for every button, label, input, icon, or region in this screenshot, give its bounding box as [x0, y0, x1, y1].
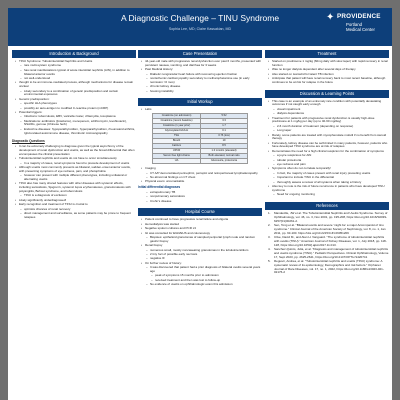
list-item: – eye redness and pain — [268, 163, 389, 167]
list-item: • Early recognition and treatment of TINU is crucial to — [15, 203, 136, 207]
list-item: • Rarely, some patients are treated with mycophenolate mofetil if no benefit from steroid therapy — [268, 134, 389, 142]
list-item: – No abnormal findings on CT chest — [141, 176, 262, 180]
table-cell: Glycosylated HbA1c — [153, 129, 201, 134]
list-item: – received treatment and then was lost to follow-up — [141, 279, 262, 283]
table-cell: 1.0 mmol/L (elevated) — [201, 149, 248, 154]
list-item: – In a majority of cases, renal symptoms found to precede development of uveitis — [15, 162, 136, 166]
list-item: – numerous small, mostly noncaseating granulomas in the tubulointerstitium — [141, 249, 262, 253]
list-item: – specific HLA phenotypes — [15, 102, 136, 106]
list-item: – Infections: tuberculosis, EBV, varicella zoster, chlamydia, toxoplasma — [15, 115, 136, 119]
star-icon: ✦ — [326, 12, 335, 23]
list-item: • Likely significantly underdiagnosed! — [15, 199, 136, 203]
poster — [8, 8, 392, 400]
list-item: – Medications: antibiotics (β-lactams), menopenem, azithromycin, levofloxacin), NSAIDs, genvoe (Chinese herb) — [15, 120, 136, 128]
list-item: • Renal biopsy — [141, 244, 262, 248]
table-cell: 0.76 (low) — [201, 134, 248, 139]
list-item: – rare multi-system syndrome — [15, 64, 136, 68]
list-item: – No evidence of uveitis on ophthalmologic exam this admission — [141, 283, 262, 287]
list-item: • thought to be an immune-mediated process, although mechanisms for disease remain unclear — [15, 81, 136, 89]
list-item: – CT A/P demonstrated perinephric, perioptic and retroperitoneal lymphadenopathy — [141, 172, 262, 176]
list-item: • This case is an example of an extremely rare condition with potentially devastating outcomes if not caught early enough — [268, 100, 389, 108]
table-cell: 5.52 — [201, 114, 248, 119]
list-item: – Likely secondary to a combination of genetic predisposition and certain environmental exposures — [15, 90, 136, 98]
list-item: – optimize chances of renal recovery — [15, 208, 136, 212]
table-cell: 3.3 — [201, 119, 248, 124]
subsection-title: Initial differential diagnoses — [138, 185, 181, 190]
subsection-title: Diagnostic Questions — [12, 139, 45, 144]
references-list — [265, 212, 389, 275]
table-cell: Creatinine (recent baseline) — [153, 119, 201, 124]
logo-line-portland: Portland — [346, 22, 363, 27]
section-title: Treatment — [265, 50, 389, 58]
bullet-list — [12, 145, 136, 219]
table-row — [153, 159, 248, 164]
list-item: – negative IF — [141, 257, 262, 261]
column-middle — [138, 50, 262, 292]
list-item: – Need for ongoing monitoring — [268, 193, 389, 197]
list-item: – not well-understood — [15, 77, 136, 81]
section-case-presentation — [138, 50, 262, 93]
list-item: • 44-year-old male with progressive renal dysfunction over past 6 months, presented with persistent nausea, vomiting, and diarrhea for 3 weeks — [141, 60, 262, 68]
list-item: • On further review of history: — [141, 262, 262, 266]
list-item: – TINU is a diagnosis of exclusion — [15, 194, 136, 198]
bullet-list — [138, 218, 262, 286]
column-left — [12, 50, 136, 225]
list-item: – housing instability — [141, 90, 262, 94]
logo-line-medical-center: Medical Center — [346, 27, 375, 32]
list-item: – Diabetic nongranular heart failure with recovering ejection fraction — [141, 73, 262, 77]
column-right — [265, 50, 389, 280]
section-discussion — [265, 90, 389, 197]
bullet-list — [138, 60, 262, 93]
labs-table — [152, 113, 248, 164]
list-item: • Patient continued to have progressive renal failure and oliguria — [141, 218, 262, 222]
list-item: – Crohn's disease — [141, 200, 262, 204]
list-item: – possibly an auto-antigen to modified C-reactive protein (mCRP) — [15, 107, 136, 111]
list-item: • TINU also has many shared features with other diseases with systemic effects, including sarcoidosis, Sjogren's, systemic lupus erythematosus, granulomatosis with polyangiitis, Behcet syndrome, and tuberculosis — [15, 182, 136, 193]
table-cell: Creatinine (1 year prior) — [153, 124, 201, 129]
labs-heading-list — [138, 108, 262, 112]
bullet-list — [138, 167, 262, 184]
list-item: • Negative sputum cultures and PCR x3 — [141, 227, 262, 231]
section-title: Initial Workup — [138, 98, 262, 106]
bullet-list — [265, 100, 389, 197]
table-cell: Bicarb — [153, 139, 201, 144]
table-cell: 8.5 — [201, 144, 248, 149]
table-cell: Serum free light chains — [153, 154, 201, 159]
list-item: – Long taper — [268, 129, 389, 133]
list-item: – however can present with multiple different phenotypes, including unilateral or alternating uveitis — [15, 174, 136, 182]
table-cell: 1.7 — [201, 124, 248, 129]
list-item: • Also started on isoniazid for latent TB infection — [268, 73, 389, 77]
reference-item: Clive, David M., and Alan H. Vanguard. "The syndrome of tubulointerstitial nephritis with uveitis (TINU)." American Journal of Kidney Diseases, vol. 1, July 2018, pp. 118-128, https://doi.org/10.1053/j.ajkd.2017.11.013. — [274, 234, 387, 247]
list-item: – thoroughly assess a review of all systems when taking a history — [268, 181, 389, 185]
list-item: • Imaging — [141, 167, 262, 171]
table-cell: 19 — [201, 139, 248, 144]
reference-item: Regusci, Andrea, et al. "Tubulointerstitial nephritis and uveitis (TINU) syndrome: A systematic review of its epidemiology, Demographics and risk factors." Orphanet Journal of Rare Diseases, vol. 17, no. 1, 2022, https://doi.org/10.1186/s13023-021-02176-2 — [274, 258, 384, 275]
reference-item: Sen, Tong et al. "Bilateral uveitis and severe 'might be' a major Accompanist of tinu syndrome." Clinical Journal of the American Society of Nephrology, vol. 8, no. 1, Jan 2011, pp. 93-100. https://doi.org/10.2215/CJN.09051209 — [274, 222, 386, 235]
list-item: – 2-6 month duration of treatment (depending on response) — [268, 125, 389, 129]
table-cell: Calcium — [153, 144, 201, 149]
section-treatment — [265, 50, 389, 85]
list-item: – direct management and surveillance, as some patients may be prone to frequent relapses — [15, 212, 136, 220]
list-item: – has renal manifestations typical of acute interstitial nephritis (AIN), in addition to bilateral anterior uveitis — [15, 69, 136, 77]
reference-item: Sanchez-Quirós, Julia, et al. "Diagnosis and management of tubulointerstitial nephritis and uveitis syndrome (TINU)." Pediatric Perspectives. Clinical Ophthalmology, Volume 17, Sept 2023, pp. 2625-2641, https://doi.org/10.2147/OPTH.S420741 — [274, 246, 389, 259]
section-title: Introduction & Background — [12, 50, 136, 58]
list-item: • Also key to note is the risk of future recurrence in patients who have developed TINU syndrome — [268, 185, 389, 193]
list-item: • Although uveitis most commonly presents as bilateral, sudden-onset anterior uveitis, with presenting symptoms of eye redness, pain, and photophobia — [15, 166, 136, 174]
list-item: – nonischemic cardiomyopathy secondary to methamphetamine use (in early remission >6 mos) — [141, 77, 262, 85]
list-item: • Physical exam: unremarkable — [141, 180, 262, 184]
list-item: – Endocrine diseases: hypoparathyroidism, hyperparathyroidism, rheumatoid arthritis, IgG4-related autoimmune disease, thrombotic microangiopathy — [15, 128, 136, 136]
list-item: • TINU Syndrome: Tubulointerstitial Nephritis and Uveitis — [15, 60, 136, 64]
bullet-list — [12, 60, 136, 135]
list-item: • It can be extremely challenging to diagnose given the typical asynchrony of the development of renal dysfunction and uveitis, as well as the broad differential that often encompasses the clinical presentation — [15, 145, 136, 156]
providence-logo — [326, 13, 384, 41]
bullet-list — [265, 60, 389, 85]
section-diagnostic-questions — [12, 140, 136, 219]
list-item: – 2 tiny foci of possible early necrosis — [141, 253, 262, 257]
list-item: • GI was consulted for EGD/EUS and colonoscopy — [141, 232, 262, 236]
poster-title: A Diagnostic Challenge – TINU Syndrome — [120, 13, 280, 23]
list-item: • Symptoms often do not correlate temporally! — [268, 167, 389, 171]
section-title: Case Presentation — [138, 50, 262, 58]
reference-item: Mandeville, JW et al. The Tubulointerstitial Nephritis and Uveitis Syndrome. Survey of Ophthalmology, vol. 46, no. 3, Nov 2001, pp. 195-208, https://doi.org/10.1016/S0039-6257(01)00261-2. — [274, 210, 388, 223]
table-cell: 0.1 — [201, 129, 248, 134]
section-hospital-course — [138, 208, 262, 286]
logo-brand: PROVIDENCE — [337, 13, 381, 20]
table-cell: Creatinine (on admission) — [153, 114, 201, 119]
labs-heading: • Labs — [141, 108, 262, 112]
bullet-list — [138, 191, 262, 204]
poster-authors: Sophia Lee, MD; Claire Kassakian, MD — [168, 27, 232, 31]
list-item: – tubular proteinuria — [268, 159, 389, 163]
section-introduction — [12, 50, 136, 135]
list-item: – dialysis dependence — [268, 112, 389, 116]
list-item: • Genetic predisposition: — [15, 98, 136, 102]
section-title: Discussion & Learning Points — [265, 90, 389, 98]
list-item: – Important to include TINU in the differential — [268, 176, 389, 180]
section-references — [265, 202, 389, 275]
list-item: – peak of symptoms 15 months prior to admission — [141, 274, 262, 278]
list-item: • Started on prednisone 1 mg/kg (60mg daily with slow taper) with rapid recovery in renal function — [268, 60, 389, 68]
list-item: • Past Medical History: — [141, 68, 262, 72]
table-cell: Glucosuria, proteinuria — [201, 159, 248, 164]
list-item: • Hemodialysis was started — [141, 223, 262, 227]
list-item: – chronic kidney disease — [141, 85, 262, 89]
list-item: • Anticipate that patient will have renal recovery back to most recent baseline, although continues to be at risk for relapse in the future — [268, 77, 389, 85]
list-item: – extrapulmonary TB — [141, 191, 262, 195]
section-title: Hospital Course — [138, 208, 262, 216]
table-cell: UA — [153, 159, 201, 164]
list-item: • Tubulointerstitial nephritis and uveitis do not have to occur simultaneously — [15, 157, 136, 161]
list-item: – a joyce suspicious for AIN — [268, 154, 389, 158]
list-item: • Treatment for patients with progressive renal dysfunction is usually high-dose prednisone at 1 mg/kg per day (up to 40-60 mg/day) — [268, 117, 389, 125]
list-item: • Demonstrates the need for a high clinical suspicion for the combination of symptoms — [268, 150, 389, 154]
list-item: – visual impairment — [268, 108, 389, 112]
table-cell: TSH — [153, 134, 201, 139]
list-item: • Potential triggers: — [15, 111, 136, 115]
table-cell: UPCR — [153, 149, 201, 154]
section-initial-workup — [138, 98, 262, 203]
list-item: – In fact, the majority of cases present with renal injury preceding uveitis — [268, 172, 389, 176]
list-item: – Biopsies: epithelioid granulomas of sampled periportal lymph node and random gastric biopsy — [141, 236, 262, 244]
section-title: References — [265, 202, 389, 210]
table-cell: Both elevated, normal ratio — [201, 154, 248, 159]
poster-header — [8, 8, 392, 46]
list-item: – It was discovered that patient had a prior diagnosis of bilateral uveitis several years ago — [141, 266, 262, 274]
list-item: • Was no longer dialysis dependent after several days of therapy — [268, 68, 389, 72]
list-item: – nonpulmonary sarcoidosis — [141, 195, 262, 199]
list-item: • Fortunately, kidney disease can be self-limited in many patients, however, patients who have developed TINU syndrome are at risk of relapses — [268, 142, 389, 150]
